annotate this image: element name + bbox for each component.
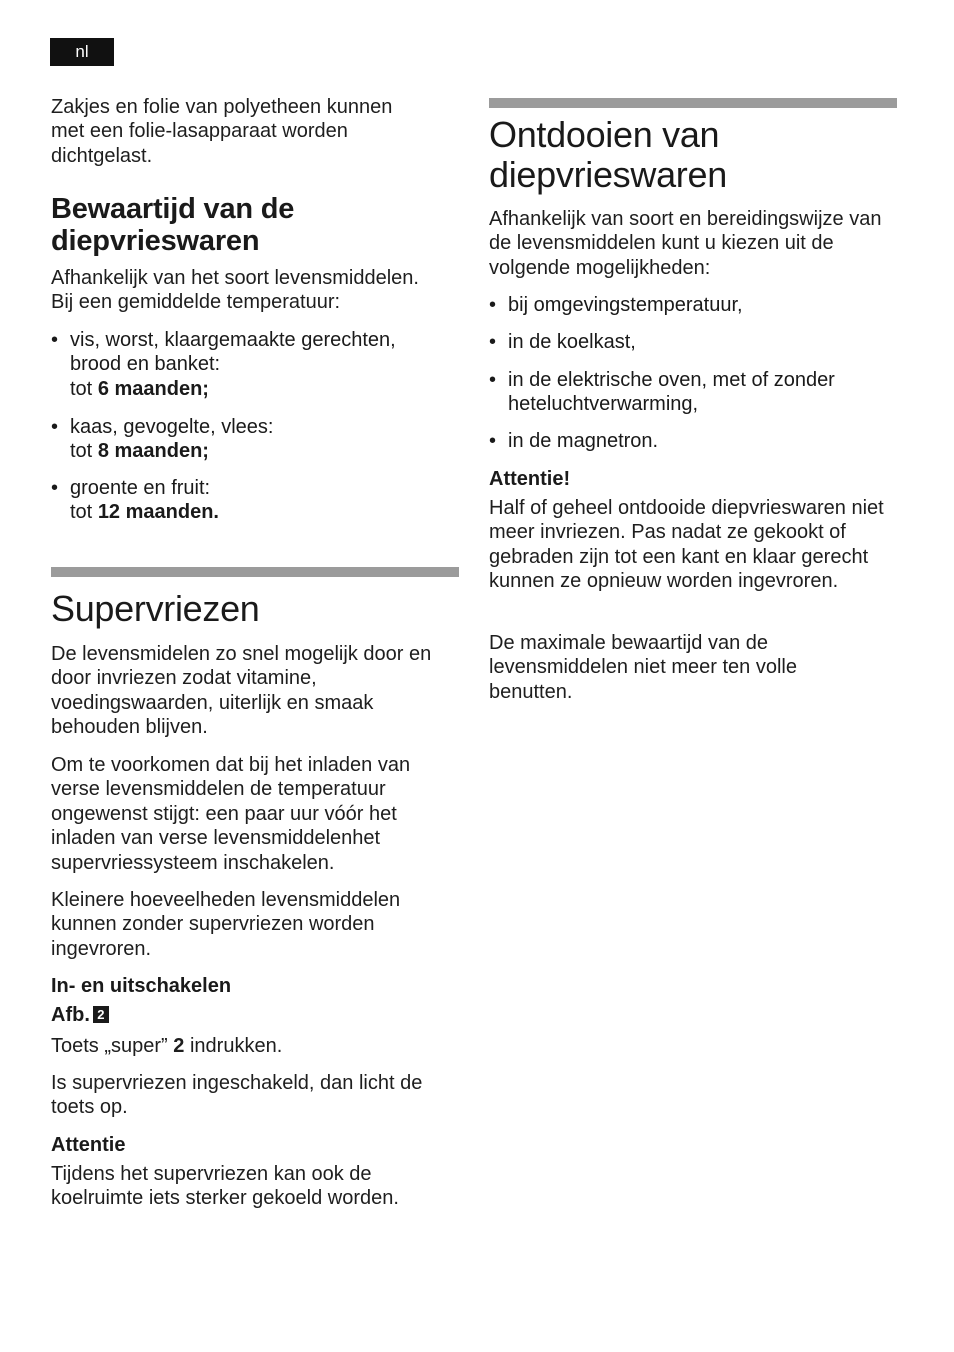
switch-label: In- en uitschakelen <box>51 975 232 997</box>
item-text: heteluchtverwarming, <box>508 393 699 416</box>
item-text: vis, worst, klaargemaakte gerechten, <box>70 329 396 351</box>
super-paragraph-2: Om te voorkomen dat bij het inladen van verse levensmiddelen de temperatuur ongewenst stijgt: een paar uur vóór het inladen van verse levensmiddelenhet supervriessysteem inschakelen. <box>51 754 411 874</box>
list-item <box>489 330 899 354</box>
thaw-options <box>489 293 899 317</box>
item-duration: 8 maanden; <box>97 440 209 463</box>
item-text: groente en fruit: <box>70 477 211 499</box>
figure-label: Afb. <box>51 1004 90 1026</box>
storage-intro-line1: Afhankelijk van het soort levensmiddelen. <box>51 267 419 289</box>
item-text: kaas, gevogelte, vlees: <box>70 416 274 438</box>
list-item <box>51 328 461 401</box>
attention-label: Attentie <box>51 1134 126 1156</box>
storage-intro <box>51 266 461 315</box>
bullet-icon: • <box>51 329 59 351</box>
thaw-options <box>489 368 899 417</box>
thaw-intro: Afhankelijk van soort en bereidingswijze van de levensmiddelen kunt u kiezen uit de volgende mogelijkheden: <box>489 208 882 279</box>
item-text: brood en banket: <box>70 353 221 376</box>
storage-heading-line1: Bewaartijd van de <box>51 193 295 225</box>
list-item <box>51 476 461 525</box>
language-tab <box>50 38 114 66</box>
storage-intro-line2: Bij een gemiddelde temperatuur: <box>51 291 341 314</box>
press-text: Toets „super” <box>51 1035 168 1057</box>
press-text: indrukken. <box>189 1035 283 1057</box>
language-code: nl <box>75 42 89 61</box>
item-text: in de koelkast, <box>508 331 636 353</box>
section-divider <box>51 567 459 577</box>
bullet-icon: • <box>489 430 497 452</box>
thaw-options <box>489 330 899 354</box>
bullet-icon: • <box>51 416 59 438</box>
storage-list <box>51 415 461 464</box>
item-text: in de elektrische oven, met of zonder <box>508 369 835 391</box>
list-item <box>489 429 899 453</box>
figure-reference <box>51 1003 109 1027</box>
item-prefix: tot <box>70 440 93 463</box>
press-number: 2 <box>173 1035 185 1057</box>
item-prefix: tot <box>70 501 93 524</box>
list-item <box>489 368 899 417</box>
supervriezen-heading: Supervriezen <box>51 588 260 629</box>
attention-text: Tijdens het supervriezen kan ook de koelruimte iets sterker gekoeld worden. <box>51 1163 399 1210</box>
storage-heading-line2: diepvrieswaren <box>51 225 260 257</box>
item-text: bij omgevingstemperatuur, <box>508 294 743 316</box>
final-paragraph: De maximale bewaartijd van de levensmiddelen niet meer ten volle benutten. <box>489 632 797 703</box>
section-divider <box>489 98 897 108</box>
storage-list <box>51 476 461 525</box>
ontdooien-heading <box>489 115 899 195</box>
item-text: in de magnetron. <box>508 430 659 452</box>
bullet-icon: • <box>489 294 497 316</box>
storage-list <box>51 328 461 401</box>
attention-text: Half of geheel ontdooide diepvrieswaren niet meer invriezen. Pas nadat ze gekookt of gebraden zijn tot een kant en klaar gerecht kunnen ze opnieuw worden ingevroren. <box>489 497 884 593</box>
storage-heading <box>51 193 451 257</box>
item-prefix: tot <box>70 377 93 400</box>
attention-label: Attentie! <box>489 468 571 490</box>
press-instruction <box>51 1034 459 1058</box>
super-paragraph-1: De levensmidelen zo snel mogelijk door en door invriezen zodat vitamine, voedingswaarden, uiterlijk en smaak behouden blijven. <box>51 643 432 739</box>
thaw-options <box>489 429 899 453</box>
list-item <box>51 415 461 464</box>
super-on-paragraph: Is supervriezen ingeschakeld, dan licht de toets op. <box>51 1072 423 1119</box>
figure-number-badge: 2 <box>93 1006 109 1023</box>
item-duration: 12 maanden. <box>97 501 219 524</box>
heading-line2: diepvrieswaren <box>489 154 727 195</box>
super-paragraph-3: Kleinere hoeveelheden levensmiddelen kunnen zonder supervriezen worden ingevroren. <box>51 889 401 960</box>
intro-paragraph: Zakjes en folie van polyetheen kunnen met een folie-lasapparaat worden dichtgelast. <box>51 96 393 167</box>
bullet-icon: • <box>489 369 497 391</box>
item-duration: 6 maanden; <box>97 377 209 400</box>
heading-line1: Ontdooien van <box>489 114 720 155</box>
bullet-icon: • <box>51 477 59 499</box>
bullet-icon: • <box>489 331 497 353</box>
list-item <box>489 293 899 317</box>
